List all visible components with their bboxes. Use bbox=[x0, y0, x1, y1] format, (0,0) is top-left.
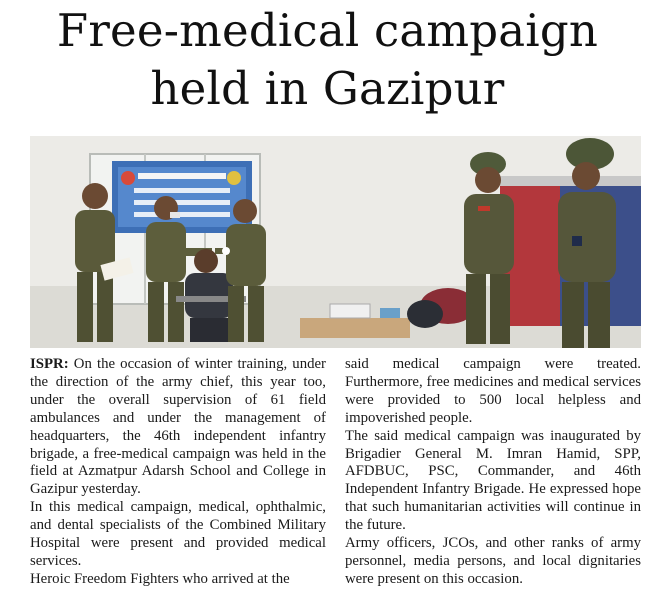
paragraph-1-text: On the occasion of winter training, under the direction of the army chief, this year too, under the overall supervision of 61 field ambulances and under the management of headquarters, the 46th independent infantry brigade, a free-medical campaign was held in the field at Azmatpur Adarsh School and College in Gazipur yesterday. bbox=[30, 356, 326, 498]
headline-line-1: Free-medical campaign bbox=[56, 4, 599, 57]
article-column-2 bbox=[345, 356, 641, 589]
article-column-1 bbox=[30, 356, 326, 589]
paragraph-3-continued: said medical campaign were treated. Furthermore, free medicines and medical services were provided to 500 local helpless and impoverished people. bbox=[345, 356, 641, 426]
article-body bbox=[30, 356, 641, 589]
paragraph-4: The said medical campaign was inaugurated by Brigadier General M. Imran Hamid, SPP, AFDBUC, PSC, Commander, and 46th Independent Infantry Brigade. He expressed hope that such humanitarian activities will continue in the future. bbox=[345, 427, 641, 534]
news-photo-medical-camp-icon bbox=[30, 136, 641, 348]
paragraph-5: Army officers, JCOs, and other ranks of army personnel, media persons, and local dignitaries were present on this occasion. bbox=[345, 535, 641, 587]
headline-line-2: held in Gazipur bbox=[150, 62, 505, 115]
paragraph-2: In this medical campaign, medical, ophthalmic, and dental specialists of the Combined Military Hospital were present and provided medical services. bbox=[30, 499, 326, 569]
dateline: ISPR: bbox=[30, 356, 69, 372]
headline bbox=[0, 2, 655, 118]
news-photo bbox=[30, 136, 641, 348]
paragraph-3-start: Heroic Freedom Fighters who arrived at the bbox=[30, 570, 290, 587]
paragraph-1 bbox=[30, 356, 326, 499]
